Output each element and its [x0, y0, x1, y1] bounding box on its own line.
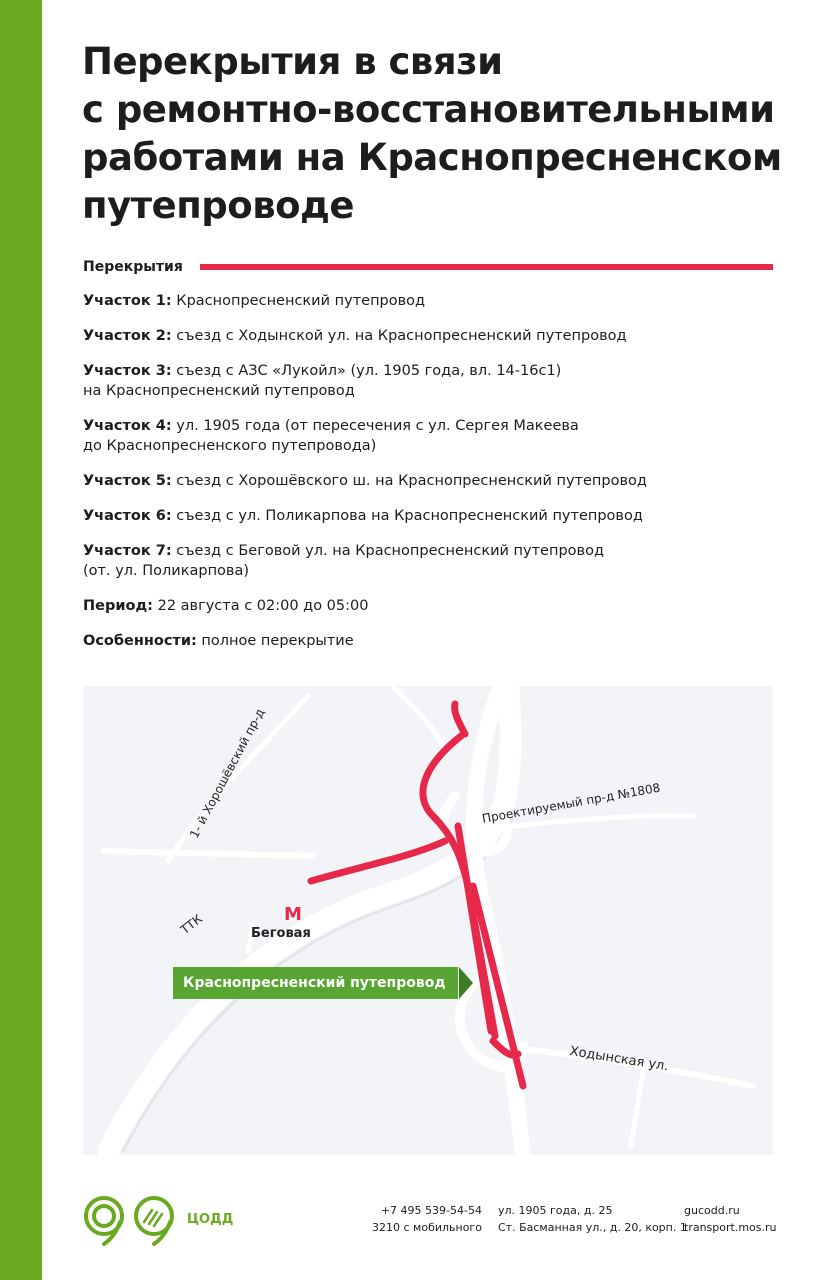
label-khodynskaya: Ходынская ул.	[568, 1044, 670, 1075]
title-line: Перекрытия в связи	[82, 40, 503, 83]
list-item	[83, 506, 783, 526]
item-label: Участок 6:	[83, 508, 172, 524]
metro-icon: М	[284, 904, 302, 925]
left-accent-bar	[0, 0, 42, 1280]
list-item	[83, 361, 783, 401]
page-title	[82, 38, 802, 230]
codd-logo-icon	[82, 1194, 182, 1246]
footer-addresses	[498, 1202, 687, 1236]
overpass-callout: Краснопресненский путепровод	[173, 967, 458, 999]
list-item	[83, 291, 783, 311]
item-text-line2: до Краснопресненского путепровода)	[83, 438, 377, 454]
label-ttk: ТТК	[178, 911, 205, 938]
road-side-4	[393, 686, 443, 746]
item-text: 22 августа с 02:00 до 05:00	[157, 598, 369, 614]
item-text: ул. 1905 года (от пересечения с ул. Сергея Макеева	[176, 418, 579, 434]
footer-address: Ст. Басманная ул., д. 20, корп. 1	[498, 1221, 687, 1234]
footer-website-link[interactable]: transport.mos.ru	[684, 1221, 777, 1234]
section-divider-line	[200, 264, 773, 270]
logo-text: ЦОДД	[187, 1212, 234, 1227]
section-header	[83, 258, 773, 278]
item-label: Участок 4:	[83, 418, 172, 434]
features-item	[83, 631, 783, 651]
item-text: съезд с Ходынской ул. на Краснопресненский путепровод	[176, 328, 627, 344]
item-label: Участок 3:	[83, 363, 172, 379]
label-proektiruemy: Проектируемый пр-д №1808	[481, 780, 662, 826]
footer	[82, 1194, 782, 1254]
list-item	[83, 541, 783, 581]
label-metro-station: Беговая	[251, 926, 311, 941]
footer-phones	[372, 1202, 482, 1236]
closure-segment	[455, 704, 465, 734]
title-line: работами на Краснопресненском	[82, 136, 782, 179]
item-label: Участок 7:	[83, 543, 172, 559]
section-label: Перекрытия	[83, 259, 183, 275]
footer-websites	[684, 1202, 777, 1236]
item-label: Участок 2:	[83, 328, 172, 344]
road-khoroshevsky	[168, 696, 308, 861]
item-text-line2: (от. ул. Поликарпова)	[83, 563, 250, 579]
item-text: съезд с АЗС «Лукойл» (ул. 1905 года, вл. 14-16с1)	[176, 363, 562, 379]
footer-phone-mobile: 3210 с мобильного	[372, 1221, 482, 1234]
item-label: Особенности:	[83, 633, 197, 649]
label-khoroshevsky: 1- й Хорошёвский пр-д	[187, 706, 268, 841]
item-text: съезд с Беговой ул. на Краснопресненский путепровод	[176, 543, 604, 559]
item-label: Участок 5:	[83, 473, 172, 489]
title-line: путепроводе	[82, 184, 354, 227]
list-item	[83, 326, 783, 346]
callout-arrow-icon	[459, 967, 473, 999]
period-item	[83, 596, 783, 616]
item-text: съезд с Хорошёвского ш. на Краснопресненский путепровод	[176, 473, 647, 489]
item-text: съезд с ул. Поликарпова на Краснопресненский путепровод	[176, 508, 643, 524]
title-line: с ремонтно-восстановительными	[82, 88, 775, 131]
item-label: Период:	[83, 598, 153, 614]
list-item	[83, 471, 783, 491]
closure-list	[83, 291, 783, 666]
item-text: Краснопресненский путепровод	[176, 293, 426, 309]
footer-website-link[interactable]: gucodd.ru	[684, 1204, 740, 1217]
list-item	[83, 416, 783, 456]
road-side-2	[103, 851, 313, 856]
item-text: полное перекрытие	[201, 633, 354, 649]
footer-address: ул. 1905 года, д. 25	[498, 1204, 613, 1217]
footer-phone: +7 495 539-54-54	[380, 1204, 482, 1217]
item-label: Участок 1:	[83, 293, 172, 309]
road-ttk	[108, 686, 511, 1151]
closure-map	[83, 686, 773, 1155]
item-text-line2: на Краснопресненский путепровод	[83, 383, 355, 399]
road-side-1	[631, 1071, 643, 1146]
